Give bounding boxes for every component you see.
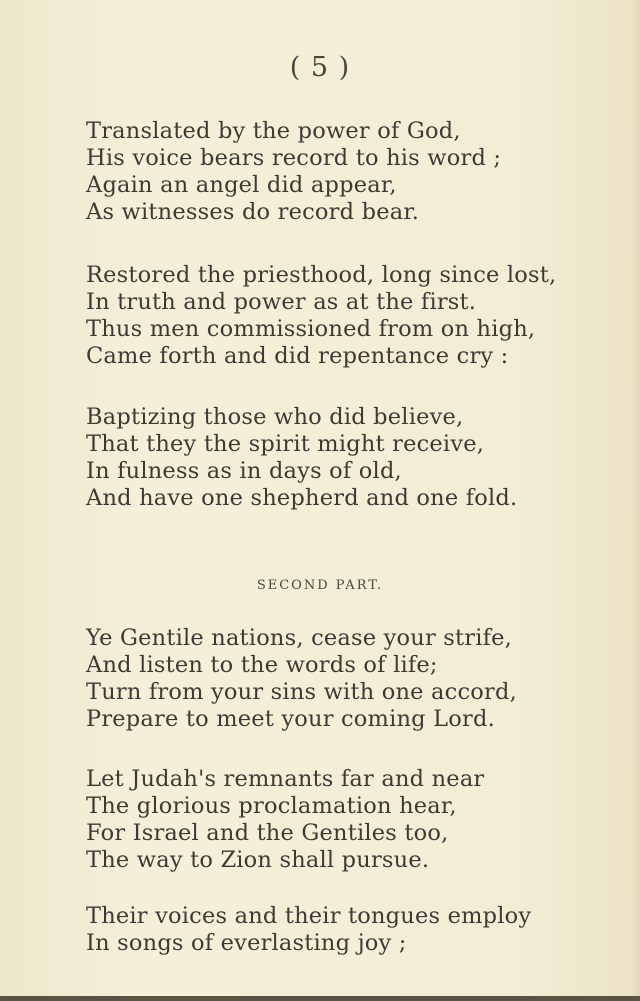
verse-line: And have one shepherd and one fold. [86, 485, 518, 511]
verse-line: Restored the priesthood, long since lost, [86, 262, 557, 288]
stanza-1 [86, 118, 606, 226]
verse-line: Translated by the power of God, [86, 118, 461, 144]
verse-line: And listen to the words of life; [86, 652, 438, 678]
verse-line: In truth and power as at the first. [86, 289, 477, 315]
verse-line: Came forth and did repentance cry : [86, 343, 509, 369]
verse-line: Thus men commissioned from on high, [86, 316, 536, 342]
page-edge-shadow [630, 0, 640, 1001]
stanza-4 [86, 625, 606, 733]
verse-line: His voice bears record to his word ; [86, 145, 502, 171]
verse-line: Ye Gentile nations, cease your strife, [86, 625, 513, 651]
verse-line: Prepare to meet your coming Lord. [86, 706, 495, 732]
stanza-5 [86, 766, 606, 874]
verse-line: For Israel and the Gentiles too, [86, 820, 449, 846]
verse-line: The way to Zion shall pursue. [86, 847, 430, 873]
stanza-6 [86, 903, 606, 957]
verse-line: The glorious proclamation hear, [86, 793, 457, 819]
stanza-2 [86, 262, 606, 370]
section-heading: SECOND PART. [256, 578, 384, 593]
verse-line: In songs of everlasting joy ; [86, 930, 407, 956]
verse-line: Again an angel did appear, [86, 172, 397, 198]
verse-line: That they the spirit might receive, [86, 431, 485, 457]
verse-line: Their voices and their tongues employ [86, 903, 532, 929]
verse-line: In fulness as in days of old, [86, 458, 402, 484]
stanza-3 [86, 404, 606, 512]
bottom-rule [0, 996, 640, 1001]
page-number: ( 5 ) [289, 52, 351, 83]
verse-line: Turn from your sins with one accord, [86, 679, 517, 705]
verse-line: Let Judah's remnants far and near [86, 766, 485, 792]
verse-line: Baptizing those who did believe, [86, 404, 464, 430]
verse-line: As witnesses do record bear. [86, 199, 420, 225]
